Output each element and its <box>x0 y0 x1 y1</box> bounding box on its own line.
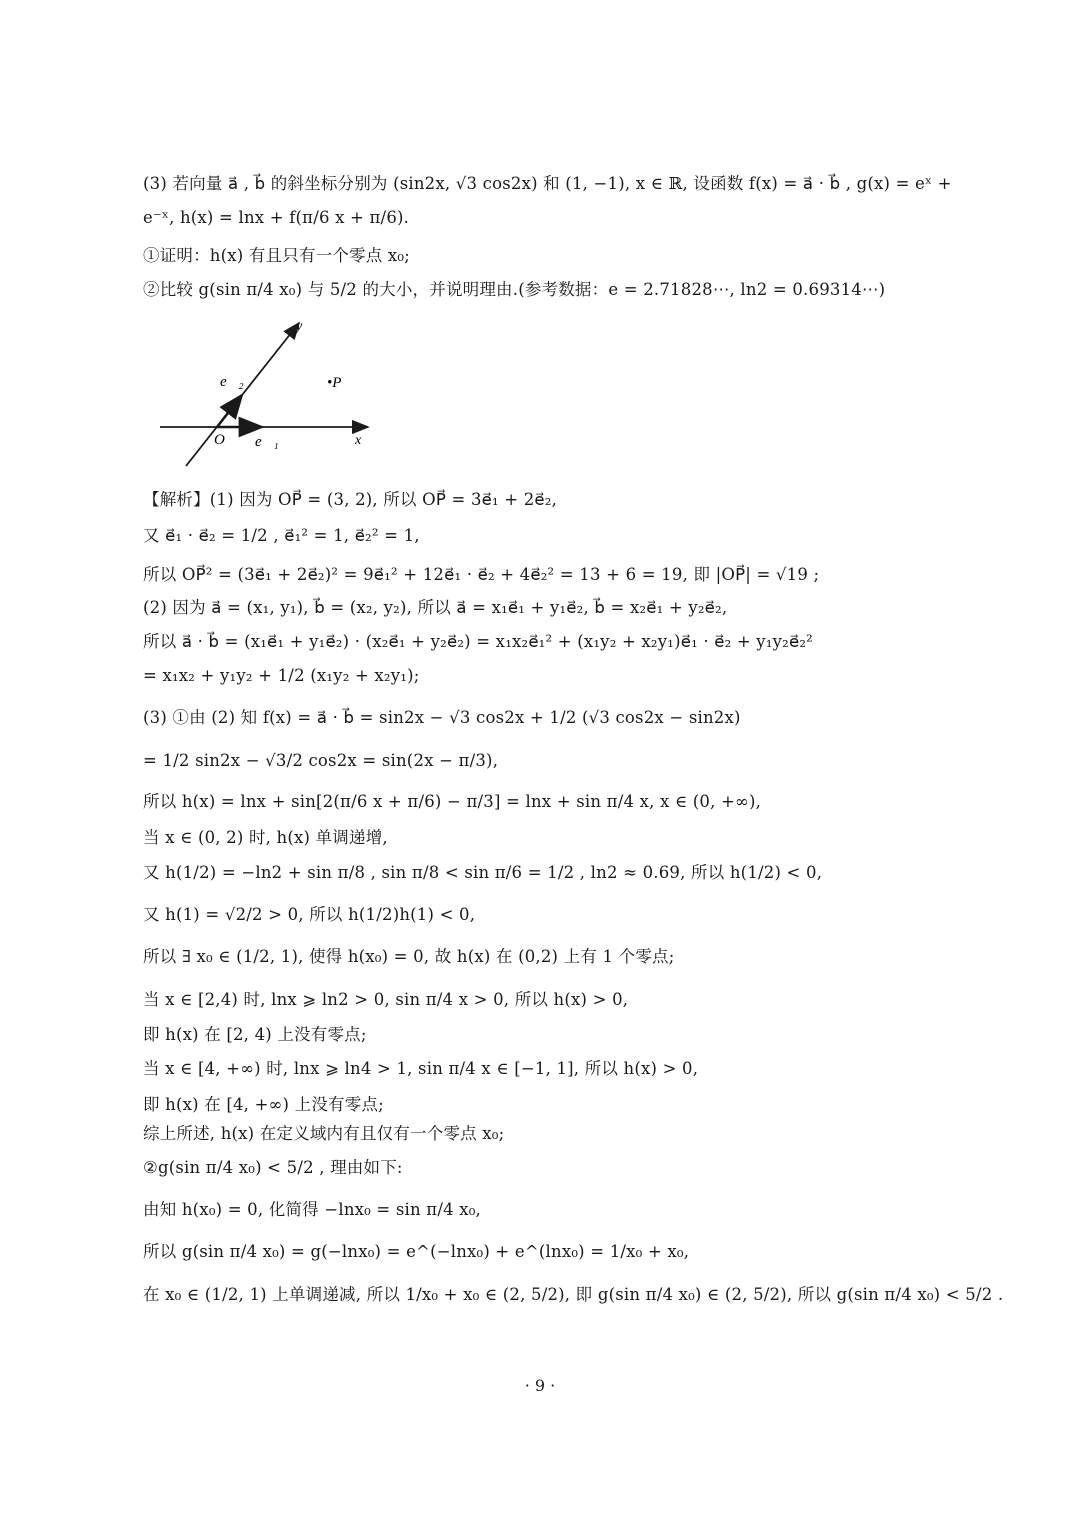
problem-3-statement-line1: (3) 若向量 a⃗ , b⃗ 的斜坐标分别为 (sin2x, √3 cos2x) 和 (1, −1), x ∈ ℝ, 设函数 f(x) = a⃗ · b⃗ , g(x) = eˣ + <box>143 174 952 193</box>
solution-line: 所以 a⃗ · b⃗ = (x₁e⃗₁ + y₁e⃗₂) · (x₂e⃗₁ + y₂e⃗₂) = x₁x₂e⃗₁² + (x₁y₂ + x₂y₁)e⃗₁ · e⃗₂ + y₁y₂e⃗₂² <box>143 632 813 651</box>
e2-label: e⃗₂ <box>220 374 244 390</box>
solution-line: (3) ①由 (2) 知 f(x) = a⃗ · b⃗ = sin2x − √3 cos2x + 1/2 (√3 cos2x − sin2x) <box>143 708 741 727</box>
y-axis-label: y <box>296 319 303 334</box>
solution-line: 又 h(1/2) = −ln2 + sin π/8 , sin π/8 < sin π/6 = 1/2 , ln2 ≈ 0.69, 所以 h(1/2) < 0, <box>143 863 823 882</box>
solution-line: 当 x ∈ [2,4) 时, lnx ⩾ ln2 > 0, sin π/4 x > 0, 所以 h(x) > 0, <box>143 990 629 1009</box>
solution-line: = 1/2 sin2x − √3/2 cos2x = sin(2x − π/3), <box>143 751 499 770</box>
solution-line: 又 e⃗₁ · e⃗₂ = 1/2 , e⃗₁² = 1, e⃗₂² = 1, <box>143 526 420 545</box>
solution-line: 所以 ∃ x₀ ∈ (1/2, 1), 使得 h(x₀) = 0, 故 h(x) 在 (0,2) 上有 1 个零点; <box>143 947 675 966</box>
problem-3-statement-line2: e⁻ˣ, h(x) = lnx + f(π/6 x + π/6). <box>143 208 410 227</box>
e2-vector <box>217 395 242 427</box>
solution-line: = x₁x₂ + y₁y₂ + 1/2 (x₁y₂ + x₂y₁); <box>143 666 420 685</box>
question-1: ①证明：h(x) 有且只有一个零点 x₀; <box>143 246 410 265</box>
page-number: · 9 · <box>524 1376 556 1395</box>
question-2: ②比较 g(sin π/4 x₀) 与 5/2 的大小，并说明理由.(参考数据：e = 2.71828⋯, ln2 = 0.69314⋯) <box>143 280 886 299</box>
solution-line: (2) 因为 a⃗ = (x₁, y₁), b⃗ = (x₂, y₂), 所以 a⃗ = x₁e⃗₁ + y₁e⃗₂, b⃗ = x₂e⃗₁ + y₂e⃗₂, <box>143 598 728 617</box>
solution-line: 即 h(x) 在 [4, +∞) 上没有零点; <box>143 1095 384 1114</box>
point-p-label: •P <box>327 375 342 391</box>
solution-line: 所以 OP⃗² = (3e⃗₁ + 2e⃗₂)² = 9e⃗₁² + 12e⃗₁ · e⃗₂ + 4e⃗₂² = 13 + 6 = 19, 即 |OP⃗| = √19 ; <box>143 565 820 584</box>
origin-label: O <box>214 432 225 448</box>
e1-label: e⃗₁ <box>255 434 279 450</box>
solution-line: 由知 h(x₀) = 0, 化简得 −lnx₀ = sin π/4 x₀, <box>143 1200 482 1219</box>
solution-line: 当 x ∈ (0, 2) 时, h(x) 单调递增, <box>143 828 388 847</box>
x-axis-label: x <box>355 433 362 448</box>
solution-line: 在 x₀ ∈ (1/2, 1) 上单调递减, 所以 1/x₀ + x₀ ∈ (2, 5/2), 即 g(sin π/4 x₀) ∈ (2, 5/2), 所以 g(sin π/4 x₀) < 5/2 . <box>143 1285 1004 1304</box>
solution-line: 即 h(x) 在 [2, 4) 上没有零点; <box>143 1025 367 1044</box>
y-axis <box>186 323 299 466</box>
solution-line: 所以 h(x) = lnx + sin[2(π/6 x + π/6) − π/3] = lnx + sin π/4 x, x ∈ (0, +∞), <box>143 792 762 811</box>
solution-line: 【解析】(1) 因为 OP⃗ = (3, 2), 所以 OP⃗ = 3e⃗₁ + 2e⃗₂, <box>143 490 558 509</box>
oblique-coordinate-diagram <box>150 316 390 476</box>
solution-line: 当 x ∈ [4, +∞) 时, lnx ⩾ ln4 > 1, sin π/4 x ∈ [−1, 1], 所以 h(x) > 0, <box>143 1059 699 1078</box>
solution-line: 又 h(1) = √2/2 > 0, 所以 h(1/2)h(1) < 0, <box>143 905 476 924</box>
solution-line: 所以 g(sin π/4 x₀) = g(−lnx₀) = e^(−lnx₀) + e^(lnx₀) = 1/x₀ + x₀, <box>143 1242 690 1261</box>
solution-line: 综上所述, h(x) 在定义域内有且仅有一个零点 x₀; <box>143 1124 505 1143</box>
solution-line: ②g(sin π/4 x₀) < 5/2 , 理由如下: <box>143 1158 403 1177</box>
